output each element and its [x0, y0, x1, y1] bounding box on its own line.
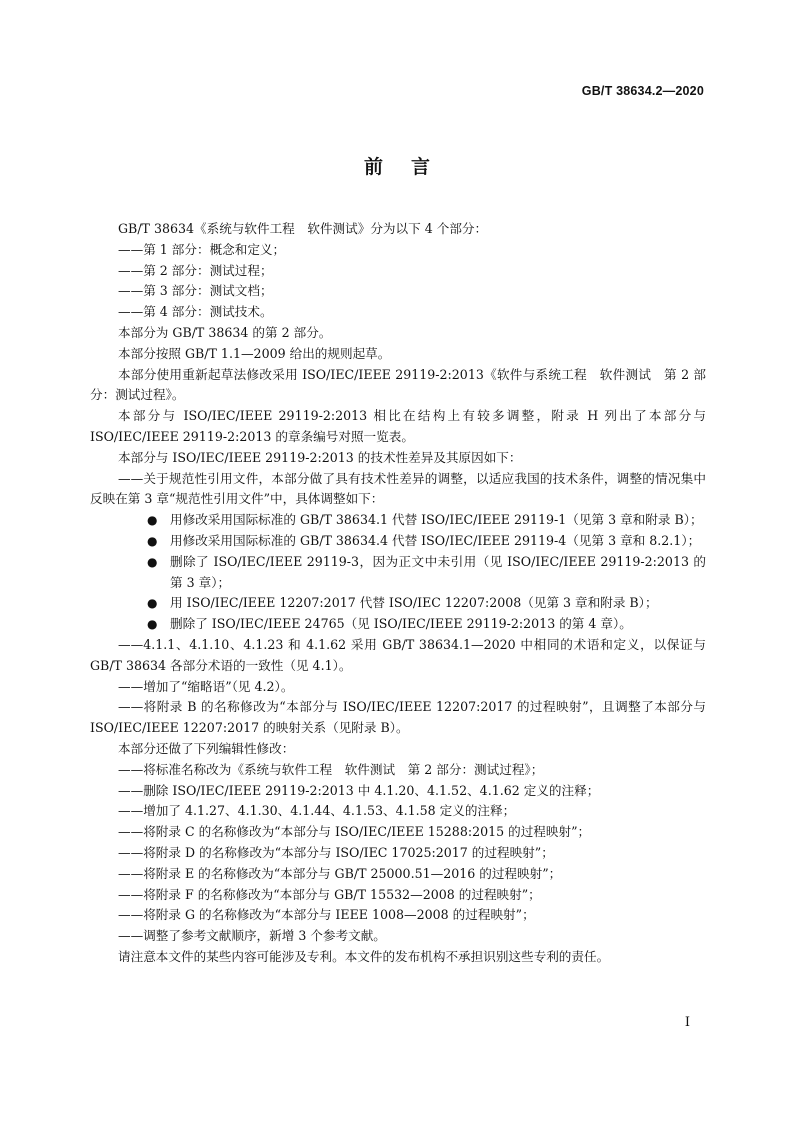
list-item-part-3: ——第 3 部分：测试文档；: [118, 283, 273, 299]
list-item-annex-g: ——将附录 G 的名称修改为“本部分与 IEEE 1008—2008 的过程映射”；: [118, 907, 535, 923]
page-title: 前言: [363, 156, 458, 178]
list-item-annex-c: ——将附录 C 的名称修改为“本部分与 ISO/IEC/IEEE 15288:2015 的过程映射”；: [118, 824, 591, 840]
bullet-item: ● 用 ISO/IEC/IEEE 12207:2017 代替 ISO/IEC 12207:2008（见第 3 章和附录 B）；: [90, 593, 706, 614]
bullet-icon: ●: [147, 554, 158, 569]
paragraph-drafting-rules: 本部分按照 GB/T 1.1—2009 给出的规则起草。: [118, 345, 391, 361]
list-item-add-notes: ——增加了 4.1.27、4.1.30、4.1.44、4.1.53、4.1.58 定义的注释；: [118, 803, 516, 819]
list-item-normative-references: ——关于规范性引用文件，本部分做了具有技术性差异的调整，以适应我国的技术条件，调整的情况集中反映在第 3 章“规范性引用文件”中，具体调整如下：: [90, 470, 706, 507]
paragraph-part-statement: 本部分为 GB/T 38634 的第 2 部分。: [118, 324, 332, 340]
list-item-bibliography: ——调整了参考文献顺序，新增 3 个参考文献。: [118, 928, 386, 944]
bullet-icon: ●: [147, 513, 158, 528]
standard-number-header: GB/T 38634.2—2020: [581, 84, 704, 98]
list-item-annex-f: ——将附录 F 的名称修改为“本部分与 GB/T 15532—2008 的过程映射”；: [118, 886, 541, 902]
list-item-annex-b: ——将附录 B 的名称修改为“本部分与 ISO/IEC/IEEE 12207:2017 的过程映射”，且调整了本部分与 ISO/IEC/IEEE 12207:2017 的映射关系（见附录 B）。: [90, 699, 706, 736]
list-item-part-2: ——第 2 部分：测试过程；: [118, 262, 273, 278]
paragraph-structure: 本部分与 ISO/IEC/IEEE 29119-2:2013 相比在结构上有较多调整，附录 H 列出了本部分与 ISO/IEC/IEEE 29119-2:2013 的章条编号对照一览表。: [90, 408, 706, 444]
list-item-annex-d: ——将附录 D 的名称修改为“本部分与 ISO/IEC 17025:2017 的过程映射”；: [118, 844, 554, 860]
bullet-icon: ●: [147, 533, 158, 548]
list-item-abbreviations: ——增加了“缩略语”（见 4.2）。: [118, 678, 294, 694]
list-item-terms: ——4.1.1、4.1.10、4.1.23 和 4.1.62 采用 GB/T 38634.1—2020 中相同的术语和定义，以保证与 GB/T 38634 各部分术语的一致性（见 4.1）。: [90, 636, 706, 673]
list-item-title-change: ——将标准名称改为《系统与软件工程 软件测试 第 2 部分：测试过程》；: [118, 761, 544, 777]
list-item-delete-notes: ——删除 ISO/IEC/IEEE 29119-2:2013 中 4.1.20、4.1.52、4.1.62 定义的注释；: [118, 782, 600, 798]
page-number: I: [684, 1015, 690, 1030]
bullet-item: ● 用修改采用国际标准的 GB/T 38634.4 代替 ISO/IEC/IEEE 29119-4（见第 3 章和 8.2.1）；: [90, 531, 706, 552]
bullet-icon: ●: [147, 596, 158, 611]
paragraph-adoption: 本部分使用重新起草法修改采用 ISO/IEC/IEEE 29119-2:2013《软件与系统工程 软件测试 第 2 部分：测试过程》。: [90, 366, 706, 403]
bullet-item: ● 删除了 ISO/IEC/IEEE 24765（见 ISO/IEC/IEEE 29119-2:2013 的第 4 章）。: [90, 614, 706, 635]
foreword-body: [90, 219, 706, 968]
paragraph-technical-differences: 本部分与 ISO/IEC/IEEE 29119-2:2013 的技术性差异及其原因如下：: [118, 449, 522, 465]
bullet-item: ● 用修改采用国际标准的 GB/T 38634.1 代替 ISO/IEC/IEEE 29119-1（见第 3 章和附录 B）；: [90, 510, 706, 531]
list-item-part-4: ——第 4 部分：测试技术。: [118, 304, 273, 320]
paragraph-patent-notice: 请注意本文件的某些内容可能涉及专利。本文件的发布机构不承担识别这些专利的责任。: [118, 948, 610, 964]
bullet-item: ● 删除了 ISO/IEC/IEEE 29119-3，因为正文中未引用（见 ISO/IEC/IEEE 29119-2:2013 的第 3 章）；: [147, 553, 706, 590]
paragraph-editorial-changes: 本部分还做了下列编辑性修改：: [118, 740, 295, 756]
bullet-icon: ●: [147, 617, 158, 632]
paragraph-intro: GB/T 38634《系统与软件工程 软件测试》分为以下 4 个部分：: [118, 221, 488, 236]
list-item-part-1: ——第 1 部分：概念和定义；: [118, 241, 286, 257]
list-item-annex-e: ——将附录 E 的名称修改为“本部分与 GB/T 25000.51—2016 的过程映射”；: [118, 865, 562, 881]
